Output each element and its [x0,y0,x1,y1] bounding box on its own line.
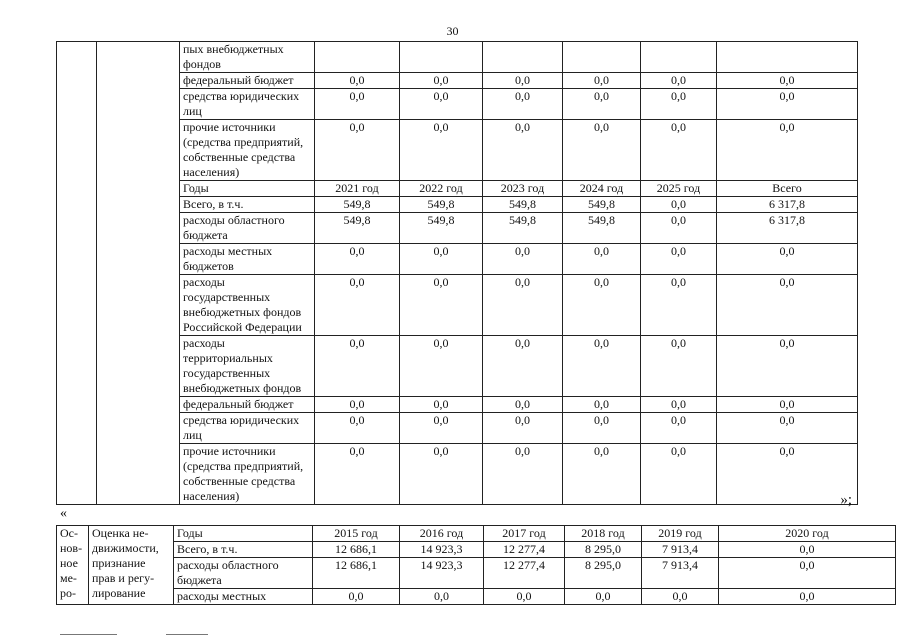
value-cell: 0,0 [315,73,400,89]
row-label: расходы областного бюджета [174,558,313,589]
value-cell: 0,0 [400,397,483,413]
value-cell: 0,0 [719,589,896,605]
value-cell: 0,0 [563,89,641,120]
value-cell: 0,0 [400,444,483,505]
value-cell: 0,0 [641,275,717,336]
row-label: федеральный бюджет [180,73,315,89]
value-cell: 549,8 [315,213,400,244]
row-label: расходы областного бюджета [180,213,315,244]
value-cell [400,42,483,73]
value-cell: 8 295,0 [565,542,642,558]
row-label: расходы местных [174,589,313,605]
value-cell: 0,0 [641,397,717,413]
value-cell: 0,0 [483,444,563,505]
value-cell: 0,0 [563,120,641,181]
value-cell: 2022 год [400,181,483,197]
value-cell: 2016 год [400,526,484,542]
value-cell: 0,0 [483,244,563,275]
value-cell: 0,0 [400,120,483,181]
value-cell: 0,0 [483,89,563,120]
value-cell: 0,0 [641,244,717,275]
value-cell: 8 295,0 [565,558,642,589]
value-cell: 0,0 [315,413,400,444]
value-cell: 0,0 [315,120,400,181]
value-cell: 0,0 [641,197,717,213]
financing-table-upper [56,41,858,505]
value-cell: 0,0 [717,336,858,397]
row-label: пых внебюджетных фондов [180,42,315,73]
value-cell [315,42,400,73]
value-cell: 0,0 [315,275,400,336]
table-row [57,589,896,605]
value-cell: 0,0 [717,120,858,181]
value-cell: 0,0 [719,558,896,589]
value-cell: 0,0 [400,275,483,336]
value-cell: 2023 год [483,181,563,197]
value-cell: 2018 год [565,526,642,542]
value-cell: 0,0 [483,336,563,397]
value-cell: 2017 год [484,526,565,542]
activity-name-cell [97,42,180,505]
value-cell: 0,0 [400,89,483,120]
value-cell: 549,8 [483,213,563,244]
value-cell: 0,0 [563,73,641,89]
value-cell: 0,0 [315,336,400,397]
table-row [57,558,896,589]
value-cell: 2021 год [315,181,400,197]
value-cell: 6 317,8 [717,213,858,244]
table-row [57,42,858,73]
value-cell: 0,0 [563,397,641,413]
opening-quote-mark: « [60,506,67,521]
value-cell: 0,0 [642,589,719,605]
closing-quote-mark: »; [840,492,852,508]
value-cell [641,42,717,73]
value-cell: 0,0 [315,397,400,413]
financing-table-lower [56,525,896,605]
value-cell: 0,0 [717,397,858,413]
value-cell: 0,0 [400,73,483,89]
value-cell: 549,8 [483,197,563,213]
row-label: Всего, в т.ч. [174,542,313,558]
value-cell: Всего [717,181,858,197]
value-cell: 0,0 [641,336,717,397]
value-cell: 12 686,1 [313,542,400,558]
value-cell: 0,0 [400,589,484,605]
value-cell: 12 686,1 [313,558,400,589]
row-label: средства юридических лиц [180,89,315,120]
value-cell: 0,0 [484,589,565,605]
row-label: средства юридических лиц [180,413,315,444]
value-cell: 0,0 [565,589,642,605]
value-cell: 14 923,3 [400,558,484,589]
value-cell: 0,0 [400,336,483,397]
value-cell: 0,0 [641,213,717,244]
value-cell: 0,0 [641,89,717,120]
table-row [57,526,896,542]
value-cell: 0,0 [483,73,563,89]
value-cell: 0,0 [400,413,483,444]
row-label: федеральный бюджет [180,397,315,413]
value-cell: 0,0 [641,73,717,89]
value-cell: 12 277,4 [484,542,565,558]
value-cell: 0,0 [717,73,858,89]
value-cell: 0,0 [717,444,858,505]
value-cell: 2015 год [313,526,400,542]
value-cell: 0,0 [563,413,641,444]
value-cell: 0,0 [719,542,896,558]
row-label: расходы местных бюджетов [180,244,315,275]
value-cell: 0,0 [315,244,400,275]
value-cell: 0,0 [400,244,483,275]
value-cell: 12 277,4 [484,558,565,589]
value-cell: 0,0 [563,336,641,397]
value-cell [717,42,858,73]
value-cell: 6 317,8 [717,197,858,213]
value-cell: 0,0 [315,89,400,120]
row-label: расходы государственных внебюджетных фондов Российской Федерации [180,275,315,336]
value-cell: 0,0 [483,120,563,181]
activity-type-cell: Ос- нов- ное ме- ро- [57,526,89,605]
value-cell: 0,0 [641,413,717,444]
value-cell: 549,8 [563,197,641,213]
activity-name-cell: Оценка не- движимости, признание прав и регу- лирование [89,526,174,605]
value-cell: 0,0 [315,444,400,505]
value-cell: 0,0 [313,589,400,605]
value-cell: 2019 год [642,526,719,542]
value-cell: 2024 год [563,181,641,197]
value-cell: 0,0 [483,397,563,413]
value-cell: 0,0 [641,120,717,181]
page-number: 30 [446,24,459,38]
table-row [57,542,896,558]
activity-column-cell [57,42,97,505]
value-cell: 7 913,4 [642,558,719,589]
value-cell [563,42,641,73]
row-label: расходы территориальных государственных внебюджетных фондов [180,336,315,397]
value-cell: 549,8 [315,197,400,213]
value-cell: 0,0 [563,244,641,275]
footer-rule-right [166,634,208,635]
footer-rule-left [60,634,117,635]
value-cell: 7 913,4 [642,542,719,558]
value-cell [483,42,563,73]
value-cell: 549,8 [563,213,641,244]
value-cell: 14 923,3 [400,542,484,558]
value-cell: 2020 год [719,526,896,542]
value-cell: 0,0 [717,89,858,120]
value-cell: 0,0 [563,275,641,336]
value-cell: 549,8 [400,213,483,244]
value-cell: 0,0 [717,275,858,336]
row-label: Всего, в т.ч. [180,197,315,213]
value-cell: 0,0 [563,444,641,505]
row-label: Годы [174,526,313,542]
value-cell: 0,0 [483,413,563,444]
value-cell: 0,0 [641,444,717,505]
value-cell: 2025 год [641,181,717,197]
value-cell: 549,8 [400,197,483,213]
row-label: Годы [180,181,315,197]
value-cell: 0,0 [717,413,858,444]
value-cell: 0,0 [717,244,858,275]
value-cell: 0,0 [483,275,563,336]
row-label: прочие источники (средства предприятий, собственные средства населения) [180,120,315,181]
row-label: прочие источники (средства предприятий, собственные средства населения) [180,444,315,505]
